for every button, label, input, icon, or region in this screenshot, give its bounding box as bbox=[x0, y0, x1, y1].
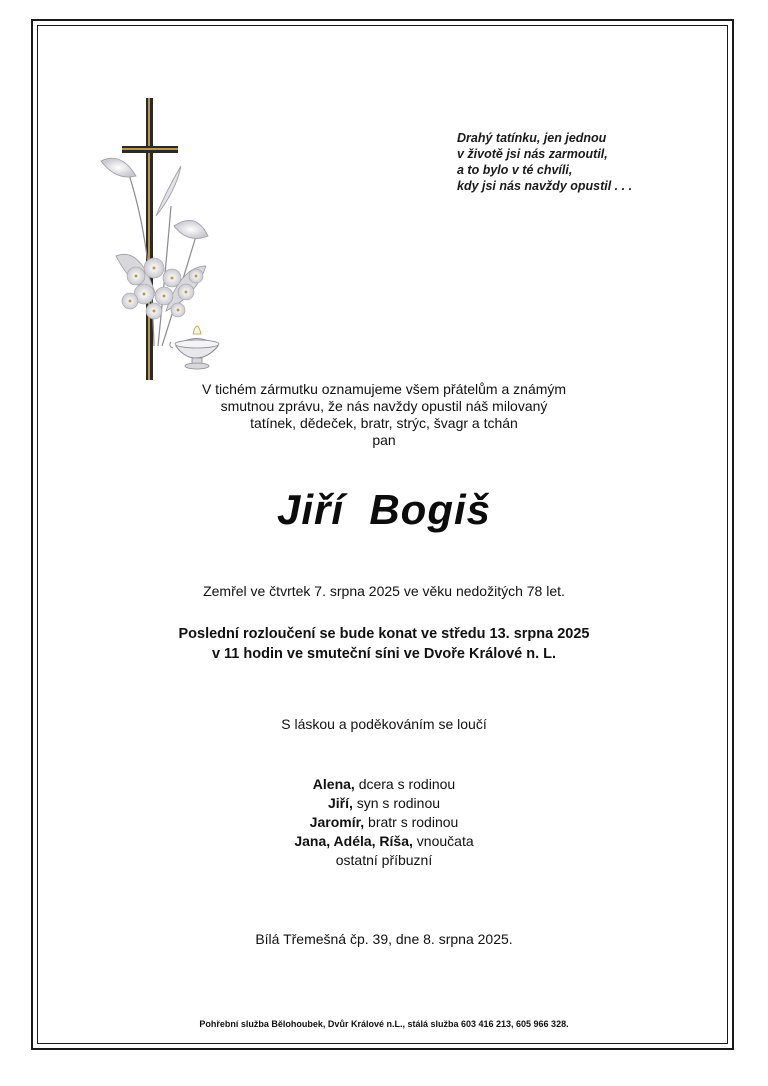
farewell-line-2: v 11 hodin ve smuteční síni ve Dvoře Králové n. L. bbox=[211, 646, 557, 662]
poem-line: Drahý tatínku, jen jednou bbox=[457, 131, 607, 145]
mourner-item bbox=[40, 775, 728, 794]
mourner-item bbox=[40, 851, 728, 870]
funeral-service-footer: Pohřební služba Bělohoubek, Dvůr Králové n.L., stálá služba 603 416 213, 605 966 328. bbox=[199, 1019, 569, 1029]
place-and-date: Bílá Třemešná čp. 39, dne 8. srpna 2025. bbox=[255, 931, 513, 947]
poem-line: v životě jsi nás zarmoutil, bbox=[457, 147, 608, 161]
farewell-notice bbox=[40, 624, 728, 664]
mourner-relation: dcera s rodinou bbox=[358, 776, 456, 792]
mourner-relation: vnoučata bbox=[416, 833, 474, 849]
deceased-name bbox=[40, 486, 728, 534]
cross-with-lilies-icon bbox=[96, 96, 246, 386]
announcement-line: smutnou zprávu, že nás navždy opustil náš milovaný bbox=[220, 398, 548, 414]
poem-line: kdy jsi nás navždy opustil . . . bbox=[457, 179, 633, 193]
mourner-item bbox=[40, 832, 728, 851]
mourner-item bbox=[40, 813, 728, 832]
mourner-relation: syn s rodinou bbox=[356, 795, 441, 811]
mourners-list bbox=[40, 775, 728, 870]
announcement-line: pan bbox=[372, 432, 396, 448]
death-notice: Zemřel ve čtvrtek 7. srpna 2025 ve věku nedožitých 78 let. bbox=[203, 583, 565, 599]
announcement-line: tatínek, dědeček, bratr, strýc, švagr a tchán bbox=[250, 415, 518, 431]
farewell-line-1: Poslední rozloučení se bude konat ve středu 13. srpna 2025 bbox=[178, 626, 590, 642]
mourner-name: Alena, bbox=[312, 776, 355, 792]
mourner-relation: ostatní příbuzní bbox=[335, 852, 433, 868]
announcement-text bbox=[40, 381, 728, 449]
deceased-name-text: Jiří Bogiš bbox=[276, 486, 492, 533]
mourner-item bbox=[40, 794, 728, 813]
mourner-name: Jaromír, bbox=[309, 814, 365, 830]
thanks-line: S láskou a poděkováním se loučí bbox=[281, 716, 487, 732]
poem-line: a to bylo v té chvíli, bbox=[457, 163, 573, 177]
announcement-line: V tichém zármutku oznamujeme všem přátelům a známým bbox=[201, 381, 567, 397]
mourner-relation: bratr s rodinou bbox=[368, 814, 459, 830]
memorial-poem bbox=[457, 130, 697, 194]
mourner-name: Jiří, bbox=[327, 795, 353, 811]
mourner-name: Jana, Adéla, Ríša, bbox=[294, 833, 413, 849]
